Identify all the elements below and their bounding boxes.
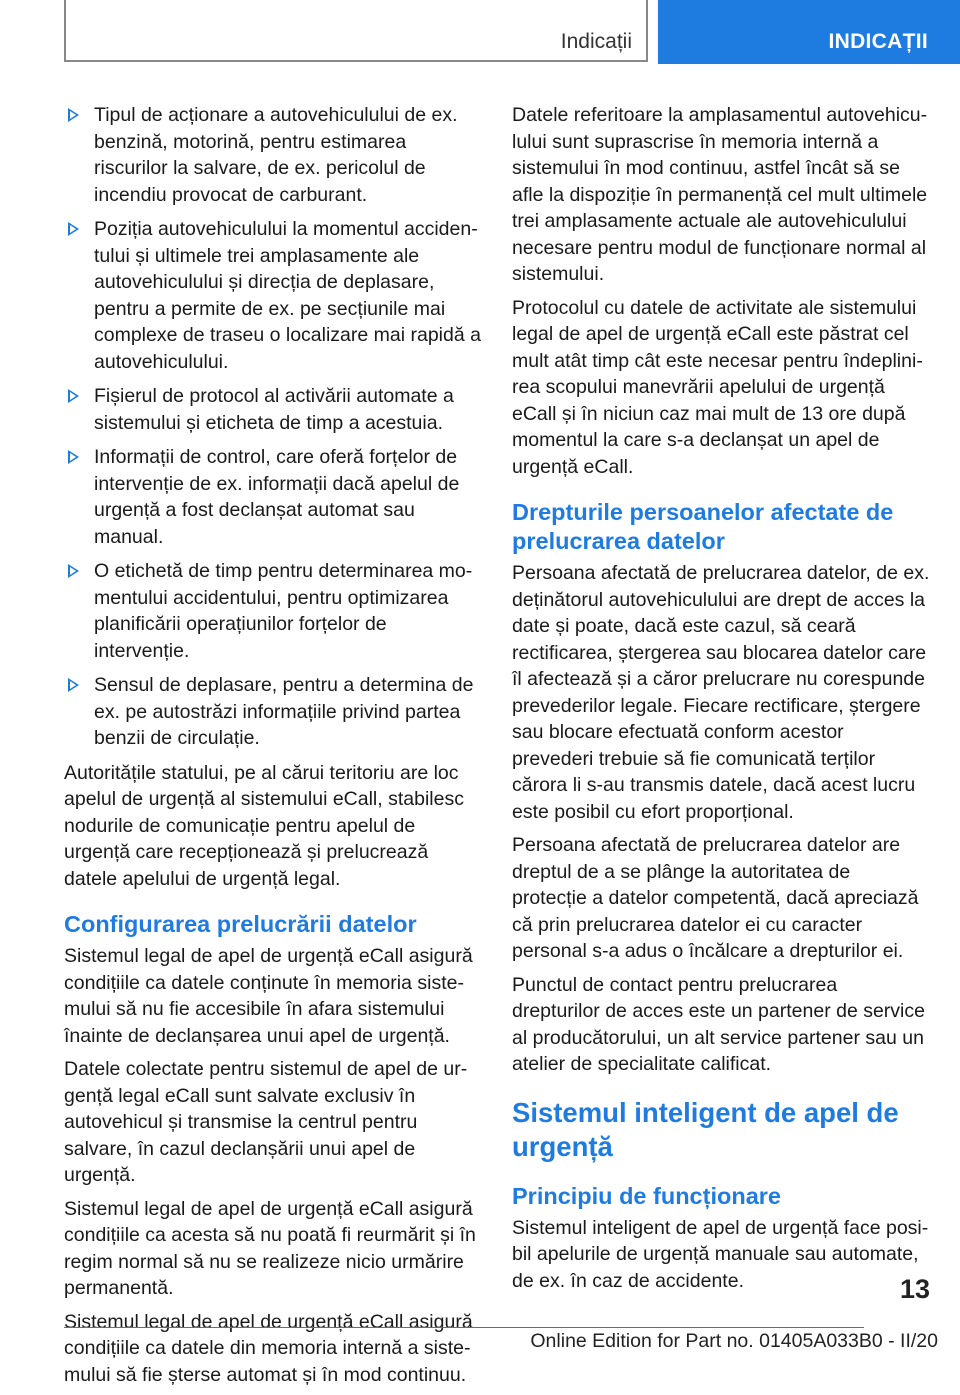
list-item-text: Poziția autovehiculului la momentul accidentului și ultimele trei amplasamente ale autovehiculului și direcția de deplasare, pentru a permite de ex. pe secțiunile mai complexe de traseu o localizare mai rapidă a autovehiculului. (94, 218, 481, 373)
list-item-text: Tipul de acționare a autovehiculului de ex. benzină, motorină, pentru estimarea riscurilor la salvare, de ex. pericolul de incendiu provocat de carburant. (94, 104, 458, 206)
list-item (64, 558, 482, 664)
page-number: 13 (899, 1274, 930, 1304)
paragraph-config-4: Sistemul legal de apel de urgență eCall asigură condițiile ca datele din memoria internă a sistemului să fie șterse automat și în mod continuu. (64, 1310, 473, 1386)
list-item-text: O etichetă de timp pentru determinarea momentului accidentului, pentru optimizarea planificării operațiunilor forțelor de intervenție. (94, 560, 473, 662)
header-chapter-tab (658, 0, 960, 64)
footer-edition-text: Online Edition for Part no. 01405A033B0 - II/20 (530, 1330, 938, 1352)
list-item-text: Fișierul de protocol al activării automate a sistemului și eticheta de timp a acestuia. (94, 385, 454, 434)
list-item (64, 444, 482, 550)
paragraph-config-2: Datele colectate pentru sistemul de apel de urgență legal eCall sunt salvate exclusiv în autovehicul și transmise la centrul pentru salvare, în cazul declanșării unui apel de urgență. (64, 1058, 468, 1186)
paragraph-rights-3: Punctul de contact pentru prelucrarea drepturilor de acces este un partener de service al producătorului, un alt service partener sau un atelier de specialitate calificat. (512, 973, 925, 1075)
paragraph-rights-2: Persoana afectată de prelucrarea datelor are dreptul de a se plânge la autoritatea de protecție a datelor competentă, dacă apreciază că prin prelucrarea datelor ei cu caracter personal s-a adus o încălcare a drepturilor ei. (512, 834, 919, 962)
paragraph-config-3: Sistemul legal de apel de urgență eCall asigură condițiile ca acesta să nu poată fi reurmărit și în regim normal să nu se realizeze nicio urmărire permanentă. (64, 1197, 476, 1299)
right-column (512, 102, 930, 1301)
footer-divider (64, 1327, 864, 1328)
list-item (64, 102, 482, 208)
triangle-bullet-icon (68, 564, 79, 578)
heading-operating-principle: Principiu de funcționare (512, 1182, 781, 1209)
list-item (64, 672, 482, 752)
list-item-text: Informații de control, care oferă forțelor de intervenție de ex. informații dacă apelul de urgență a fost declanșat automat sau manual. (94, 446, 460, 548)
list-item (64, 216, 482, 375)
header-box (64, 0, 648, 62)
triangle-bullet-icon (68, 678, 79, 692)
heading-intelligent-emergency-call: Sistemul inteligent de apel de urgență (512, 1096, 899, 1162)
header-section-title: Indicații (560, 30, 632, 53)
header-chapter-label: INDICAȚII (828, 30, 928, 53)
paragraph-location-data: Datele referitoare la amplasamentul autovehiculului sunt suprascrise în memoria internă a sistemului în mod continuu, astfel încât să se afle la dispoziție în permanență cel mult ultimele trei amplasamente actuale ale autovehiculului necesare pentru modul de funcționare normal al sistemului. (512, 104, 928, 285)
bullet-list (64, 102, 482, 752)
list-item (64, 383, 482, 436)
heading-data-subject-rights: Drepturile persoanelor afectate de prelucrarea datelor (512, 499, 894, 554)
list-item-text: Sensul de deplasare, pentru a determina de ex. pe autostrăzi informațiile privind partea benzii de circulație. (94, 674, 474, 749)
triangle-bullet-icon (68, 222, 79, 236)
paragraph-activity-protocol: Protocolul cu datele de activitate ale sistemului legal de apel de urgență eCall este păstrat cel mult atât timp cât este necesar pentru îndeplinirea scopului manevrării apelului de urgență eCall și în niciun caz mai mult de 13 ore după momentul la care s-a declanșat un apel de urgență eCall. (512, 296, 923, 478)
triangle-bullet-icon (68, 389, 79, 403)
heading-data-processing-config: Configurarea prelucrării datelor (64, 911, 417, 937)
paragraph-principle: Sistemul inteligent de apel de urgență face posibil apelurile de urgență manuale sau automate, de ex. în caz de accidente. (512, 1216, 929, 1292)
triangle-bullet-icon (68, 108, 79, 122)
paragraph-rights-1: Persoana afectată de prelucrarea datelor, de ex. deținătorul autovehiculului are drept de acces la date și poate, dacă este cazul, să ceară rectificarea, ștergerea sau blocarea datelor care îl afectează și a căror prelucrare nu corespunde prevederilor legale. Fiecare rectificare, ștergere sau blocare efectuată conform acestor prevederi trebuie să fie comunicată terților cărora li s-au transmis datele, dacă acest lucru este posibil cu efort proporțional. (512, 562, 930, 823)
paragraph-config-1: Sistemul legal de apel de urgență eCall asigură condițiile ca datele conținute în memoria sistemului să nu fie accesibile în afara sistemului înainte de declanșarea unui apel de urgență. (64, 945, 473, 1047)
left-column (64, 102, 482, 1395)
triangle-bullet-icon (68, 450, 79, 464)
paragraph-authorities: Autoritățile statului, pe al cărui teritoriu are loc apelul de urgență al sistemului eCall, stabilesc nodurile de comunicație pentru apelul de urgență care recepționează și prelucrează datele apelului de urgență legal. (64, 761, 464, 890)
